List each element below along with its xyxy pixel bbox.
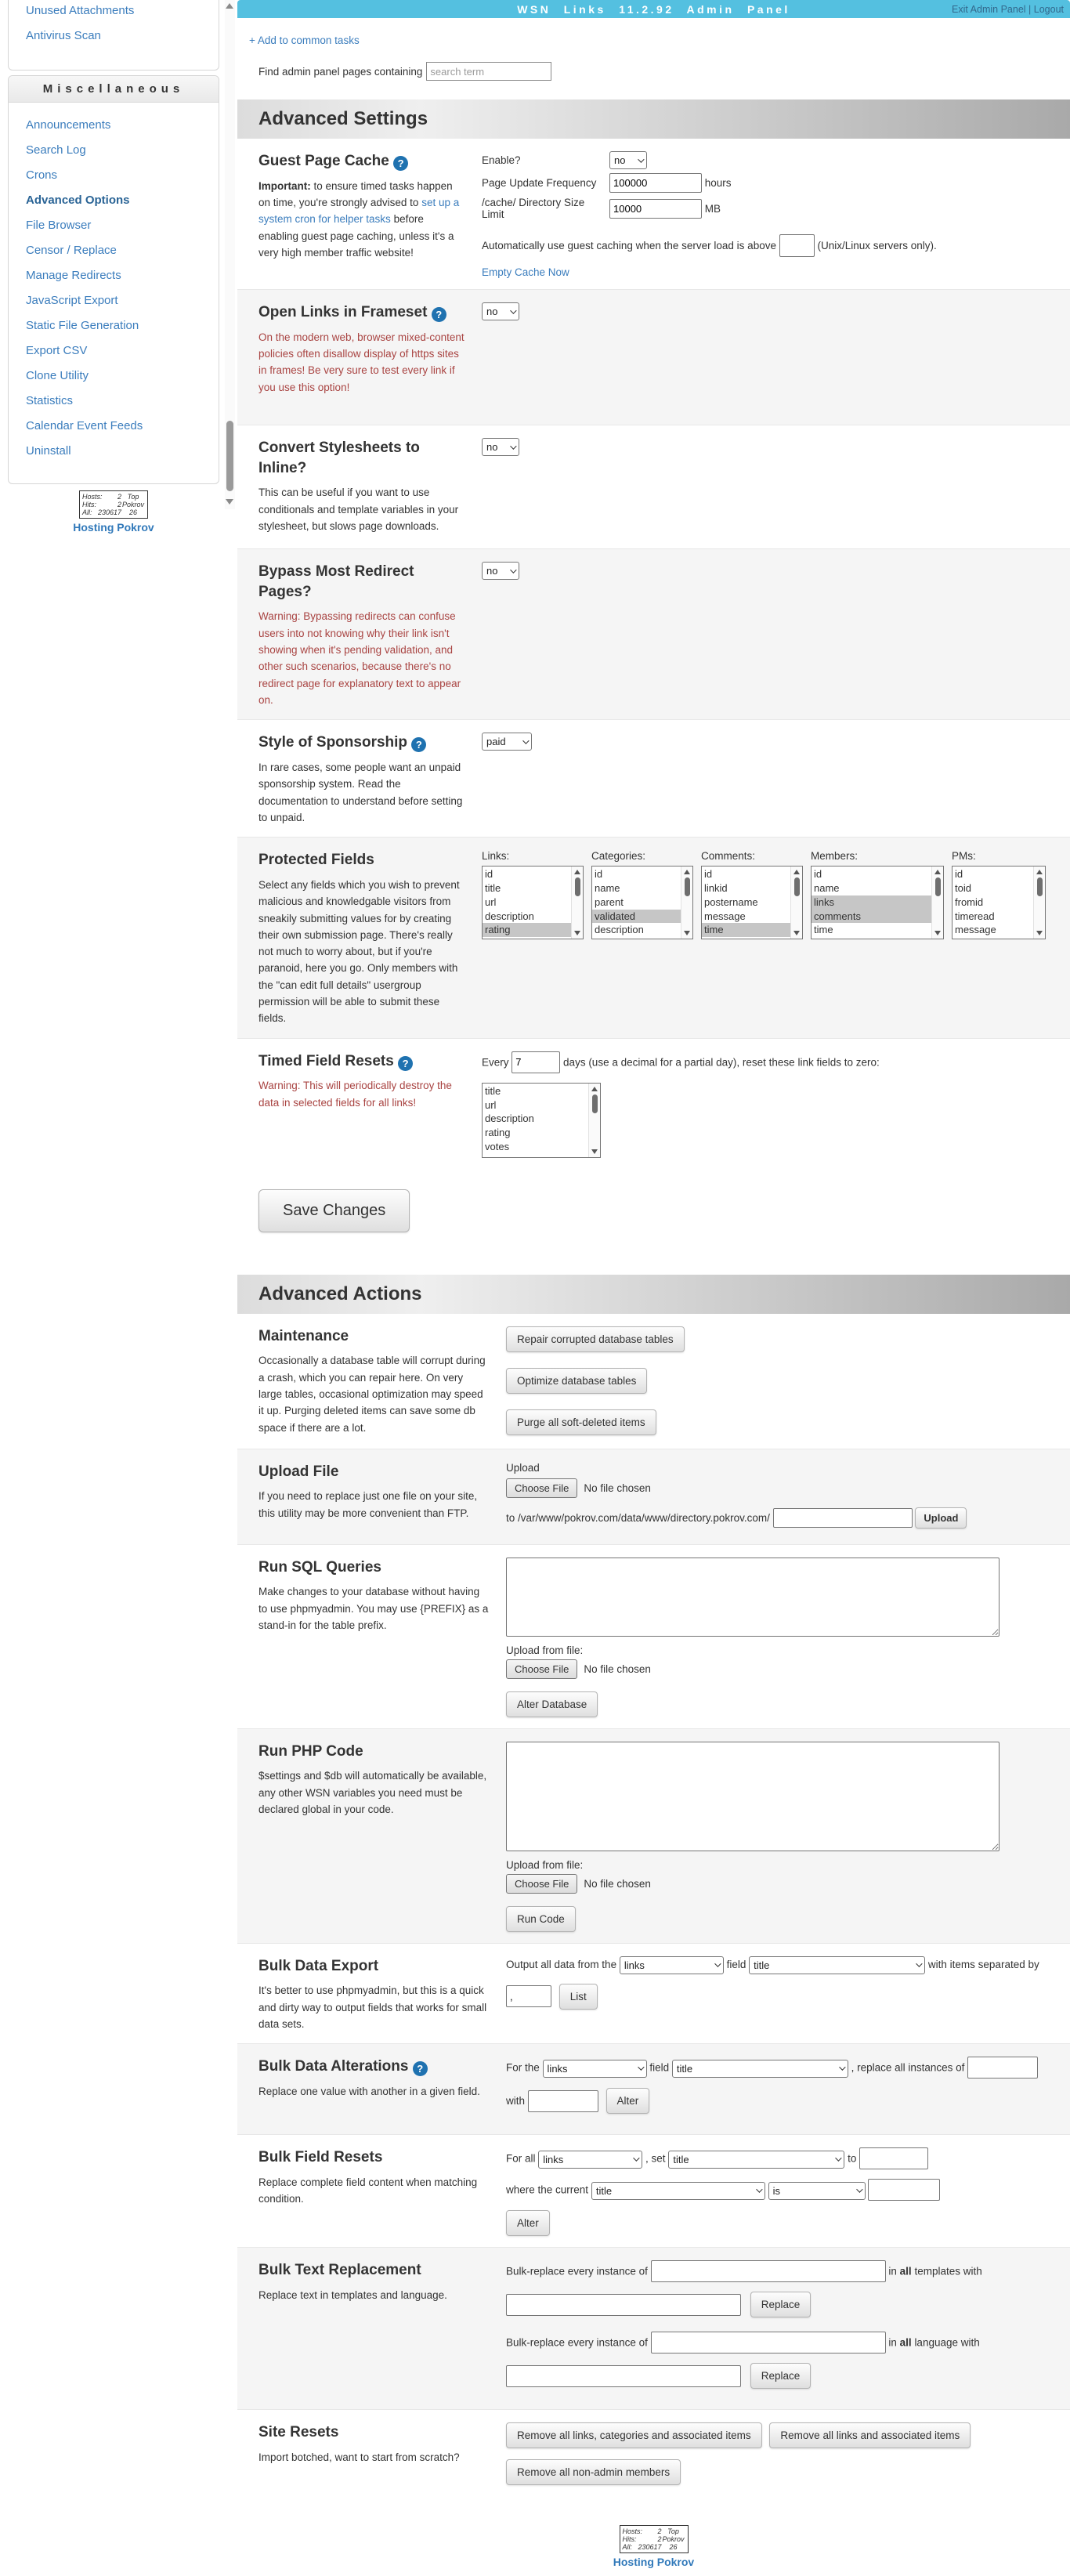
sidebar-item-calendar-event-feeds[interactable]: Calendar Event Feeds — [26, 419, 143, 432]
run-code-button[interactable]: Run Code — [506, 1906, 576, 1932]
scroll-up-icon[interactable] — [684, 870, 690, 874]
run-php-description: $settings and $db will automatically be available, any other WSN variables you need must be declared global in your code. — [258, 1770, 487, 1816]
upload-destination-label: to /var/www/pokrov.com/data/www/directory.pokrov.com/ — [506, 1511, 770, 1524]
maintenance-description: Occasionally a database table will corrupt during a crash, which you can repair here. On very large tables, occasional optimization may speed it up. Purging deleted items can save some db space if there are a lot. — [258, 1355, 486, 1434]
sidebar-item-statistics[interactable]: Statistics — [26, 394, 74, 407]
scrollbar-thumb[interactable] — [685, 877, 690, 896]
sidebar-panel-top — [8, 0, 219, 71]
scroll-down-icon[interactable] — [574, 931, 580, 935]
enable-label: Enable? — [482, 154, 521, 166]
counter-top-label: Top — [127, 493, 139, 501]
remove-members-button[interactable]: Remove all non-admin members — [506, 2459, 681, 2485]
scroll-down-icon[interactable] — [934, 931, 941, 935]
auto-caching-label: Automatically use guest caching when the server load is above — [482, 240, 776, 251]
admin-panel-title: WSN Links 11.2.92 Admin Panel — [517, 2, 790, 16]
admin-header-bar — [237, 0, 1070, 18]
optimize-tables-button[interactable]: Optimize database tables — [506, 1368, 647, 1394]
scroll-down-icon[interactable] — [793, 931, 800, 935]
bypass-redirects-select[interactable]: no — [482, 562, 519, 580]
choose-file-button[interactable]: Choose File — [506, 1659, 577, 1679]
remove-links-button[interactable]: Remove all links and associated items — [769, 2422, 971, 2448]
pms-list-label: PMs: — [952, 850, 976, 863]
alterations-text-4: with — [506, 2095, 526, 2107]
protected-categories-list — [591, 850, 693, 939]
sidebar-item-announcements[interactable]: Announcements — [26, 118, 111, 132]
choose-file-button[interactable]: Choose File — [506, 1478, 577, 1498]
bulk-data-export-title: Bulk Data Export — [258, 1957, 379, 1974]
timed-reset-fields-listbox[interactable]: title url description rating votes — [482, 1083, 601, 1158]
counter-top-label: Top — [667, 2527, 679, 2536]
setting-row-timed-field-resets — [237, 1038, 1070, 1169]
bulk-text-replacement-description: Replace text in templates and language. — [258, 2289, 447, 2302]
alter-database-button[interactable]: Alter Database — [506, 1691, 598, 1717]
counter-hosts-value: 2 — [657, 2527, 662, 2536]
counter-hits-value: 2 — [657, 2535, 662, 2544]
scroll-down-icon[interactable] — [226, 499, 233, 505]
hit-counter-badge[interactable] — [620, 2525, 689, 2553]
cache-size-limit-label: /cache/ Directory Size Limit — [482, 197, 585, 220]
site-resets-title: Site Resets — [258, 2424, 339, 2441]
in-label: in — [888, 2336, 897, 2349]
footer — [237, 2505, 1070, 2576]
scroll-up-icon[interactable] — [591, 1087, 598, 1091]
protected-fields-description: Select any fields which you wish to prevent malicious and knowledgable visitors from sneakily submitting values for by creating their own submission page. There's really not much to worry about, but if you're paranoid, here you go. Only members with the "can edit full details" usergroup permission will be able to submit these fields. — [258, 878, 460, 1025]
export-field-select[interactable]: title — [749, 1956, 925, 1974]
chevron-down-icon — [522, 737, 529, 743]
no-file-chosen-label: No file chosen — [584, 1662, 651, 1675]
field-resets-field-select[interactable]: title — [668, 2151, 844, 2169]
sidebar-item-crons[interactable]: Crons — [26, 168, 58, 182]
scrollbar-thumb[interactable] — [592, 1094, 598, 1113]
chevron-down-icon — [916, 1961, 922, 1967]
setting-row-open-links-frameset — [237, 289, 1070, 425]
action-row-bulk-data-alterations — [237, 2043, 1070, 2134]
advanced-settings-heading: Advanced Settings — [237, 99, 1070, 139]
protected-comments-list — [701, 850, 803, 939]
chevron-down-icon — [633, 2155, 639, 2162]
add-to-common-tasks-link[interactable]: + Add to common tasks — [249, 34, 360, 46]
protected-links-list — [482, 850, 584, 939]
members-list-label: Members: — [811, 850, 859, 863]
scrollbar-thumb[interactable] — [935, 877, 941, 896]
frameset-title: Open Links in Frameset — [258, 304, 428, 320]
help-icon[interactable]: ? — [432, 307, 446, 322]
alter-button[interactable]: Alter — [606, 2088, 650, 2114]
action-row-bulk-text-replacement — [237, 2247, 1070, 2409]
chevron-down-icon — [510, 566, 516, 573]
sidebar-panel-miscellaneous — [8, 75, 219, 484]
counter-hits-value: 2 — [117, 501, 121, 508]
chevron-down-icon — [839, 2064, 845, 2071]
chevron-down-icon — [510, 443, 516, 449]
bypass-redirects-title: Bypass Most Redirect Pages? — [258, 563, 414, 600]
scrollbar-thumb[interactable] — [226, 421, 233, 491]
admin-search-input[interactable] — [426, 62, 551, 81]
bulk-field-resets-description: Replace complete field content when matching condition. — [258, 2176, 478, 2205]
help-icon[interactable]: ? — [398, 1056, 413, 1071]
empty-cache-now-link[interactable]: Empty Cache Now — [482, 266, 569, 278]
setting-row-sponsorship-style — [237, 719, 1070, 837]
all-bold-label: all — [899, 2265, 912, 2278]
action-row-bulk-data-export — [237, 1943, 1070, 2044]
enable-select[interactable]: no — [609, 151, 647, 169]
protected-pms-list — [952, 850, 1046, 939]
language-with-label: language with — [914, 2336, 980, 2349]
counter-pokrov-label: Pokrov — [662, 2535, 685, 2544]
chevron-down-icon — [638, 2064, 644, 2071]
list-button[interactable]: List — [559, 1984, 598, 2010]
listbox-scrollbar[interactable] — [931, 867, 943, 939]
field-resets-text-3: to — [848, 2152, 857, 2165]
bulk-data-export-description: It's better to use phpmyadmin, but this is a quick and dirty way to output fields that works for small data sets. — [258, 1984, 487, 2031]
counter-all-label: All: — [622, 2543, 633, 2552]
scrollbar-thumb[interactable] — [794, 877, 800, 896]
bypass-redirects-warning: Warning: Bypassing redirects can confuse users into not knowing why their link isn't showing when it's pending validation, and other such scenarios, because there's no redirect page for explanatory text to appear on. — [258, 610, 461, 706]
chevron-down-icon — [714, 1961, 721, 1967]
upload-button[interactable]: Upload — [915, 1507, 967, 1529]
cache-size-limit-input[interactable] — [609, 199, 702, 219]
bulk-field-resets-title: Bulk Field Resets — [258, 2149, 383, 2166]
sidebar-item-unused-attachments[interactable]: Unused Attachments — [26, 4, 135, 17]
reset-days-suffix-label: days (use a decimal for a partial day), reset these link fields to zero: — [563, 1056, 880, 1069]
export-table-select[interactable]: links — [620, 1956, 724, 1974]
frameset-warning: On the modern web, browser mixed-content policies often disallow display of https sites in frames! Be very sure to test every link if you use this option! — [258, 331, 465, 393]
counter-all-label: All: — [82, 508, 92, 516]
replace-button[interactable]: Replace — [750, 2363, 812, 2389]
logout-link[interactable]: Logout — [1033, 3, 1064, 15]
convert-stylesheets-title: Convert Stylesheets to Inline? — [258, 440, 420, 476]
field-resets-to-input[interactable] — [859, 2147, 928, 2169]
counter-num-label: 26 — [669, 2543, 678, 2552]
action-row-site-resets — [237, 2409, 1070, 2505]
frameset-select[interactable]: no — [482, 302, 519, 320]
sidebar-item-manage-redirects[interactable]: Manage Redirects — [26, 269, 121, 282]
repair-tables-button[interactable]: Repair corrupted database tables — [506, 1326, 685, 1352]
alterations-text-3: , replace all instances of — [851, 2061, 965, 2074]
counter-hits-label: Hits: — [622, 2535, 637, 2544]
alterations-text-1: For the — [506, 2061, 540, 2074]
field-resets-text-2: , set — [645, 2152, 666, 2165]
site-resets-description: Import botched, want to start from scratch? — [258, 2451, 460, 2464]
unix-only-label: (Unix/Linux servers only). — [817, 240, 937, 251]
upload-from-file-label: Upload from file: — [506, 1858, 584, 1871]
protected-members-list — [811, 850, 944, 939]
listbox-scrollbar[interactable] — [1033, 867, 1045, 939]
exit-admin-panel-link[interactable]: Exit Admin Panel — [952, 3, 1026, 15]
maintenance-title: Maintenance — [258, 1327, 349, 1344]
sidebar-item-export-csv[interactable]: Export CSV — [26, 344, 88, 357]
chevron-down-icon — [510, 307, 516, 313]
php-code-textarea[interactable] — [506, 1742, 1000, 1851]
field-resets-match-input[interactable] — [868, 2179, 940, 2201]
scroll-up-icon[interactable] — [574, 870, 580, 874]
sidebar-item-censor-replace[interactable]: Censor / Replace — [26, 244, 117, 257]
counter-pokrov-label: Pokrov — [121, 501, 144, 508]
chevron-down-icon — [835, 2155, 841, 2162]
sidebar-item-file-browser[interactable]: File Browser — [26, 219, 92, 232]
listbox-scrollbar[interactable] — [571, 867, 583, 939]
choose-file-button[interactable]: Choose File — [506, 1874, 577, 1894]
hosting-pokrov-link[interactable]: Hosting Pokrov — [613, 2556, 695, 2569]
upload-filename-input[interactable] — [773, 1508, 913, 1528]
field-resets-text-1: For all — [506, 2152, 536, 2165]
sidebar-item-static-file-generation[interactable]: Static File Generation — [26, 319, 139, 332]
advanced-actions-heading: Advanced Actions — [237, 1275, 1070, 1314]
action-row-run-php — [237, 1728, 1070, 1943]
bulk-data-alterations-title: Bulk Data Alterations — [258, 2058, 409, 2075]
hours-unit-label: hours — [704, 177, 732, 189]
cron-helper-tasks-link[interactable]: set up a system cron for helper tasks — [258, 196, 460, 226]
timed-field-resets-title: Timed Field Resets — [258, 1052, 394, 1069]
page-update-frequency-label: Page Update Frequency — [482, 177, 597, 189]
alterations-replace-input[interactable] — [528, 2090, 598, 2112]
language-replace-label: Bulk-replace every instance of — [506, 2336, 648, 2349]
alter-button[interactable]: Alter — [506, 2210, 550, 2236]
members-listbox[interactable]: id name links comments time — [811, 866, 944, 939]
header-link-separator: | — [1028, 3, 1032, 15]
run-sql-description: Make changes to your database without having to use phpmyadmin. You may use {PREFIX} as a stand-in for the table prefix. — [258, 1586, 489, 1632]
sponsorship-description: In rare cases, some people want an unpaid sponsorship system. Read the documentation to understand before setting to unpaid. — [258, 761, 463, 823]
alterations-find-input[interactable] — [967, 2057, 1038, 2079]
counter-hosts-label: Hosts: — [622, 2527, 643, 2536]
alterations-field-select[interactable]: title — [672, 2060, 848, 2078]
no-file-chosen-label: No file chosen — [584, 1482, 651, 1494]
upload-from-file-label: Upload from file: — [506, 1644, 584, 1656]
pms-listbox[interactable]: id toid fromid timeread message — [952, 866, 1046, 939]
sponsorship-select[interactable]: paid — [482, 733, 532, 751]
counter-hits-label: Hits: — [82, 501, 96, 508]
language-find-input[interactable] — [651, 2332, 886, 2353]
convert-stylesheets-select[interactable]: no — [482, 438, 519, 456]
run-php-title: Run PHP Code — [258, 1742, 363, 1760]
templates-replace-input[interactable] — [506, 2294, 741, 2316]
scrollbar-thumb[interactable] — [1037, 877, 1043, 896]
scroll-up-icon[interactable] — [226, 3, 233, 9]
action-row-run-sql — [237, 1544, 1070, 1728]
export-text-1: Output all data from the — [506, 1958, 617, 1970]
chevron-down-icon — [756, 2187, 762, 2193]
field-resets-text-4: where the current — [506, 2183, 589, 2196]
field-resets-current-select[interactable]: title — [591, 2182, 765, 2200]
sidebar-item-advanced-options[interactable]: Advanced Options — [26, 194, 130, 207]
comments-listbox[interactable]: id linkid postername message time — [701, 866, 803, 939]
setting-row-protected-fields — [237, 837, 1070, 1038]
save-changes-button[interactable]: Save Changes — [258, 1189, 410, 1232]
upload-file-description: If you need to replace just one file on your site, this utility may be more convenient than FTP. — [258, 1490, 478, 1519]
sql-query-textarea[interactable] — [506, 1558, 1000, 1637]
counter-all-value: 230617 — [97, 508, 121, 516]
mb-unit-label: MB — [704, 202, 721, 215]
timed-field-resets-warning: Warning: This will periodically destroy the data in selected fields for all links! — [258, 1080, 452, 1109]
scroll-down-icon[interactable] — [684, 931, 690, 935]
help-icon[interactable]: ? — [413, 2061, 428, 2076]
convert-stylesheets-description: This can be useful if you want to use conditionals and template variables in your stylesheet, but slows page downloads. — [258, 487, 459, 532]
sidebar-section-title: Miscellaneous — [9, 76, 219, 103]
action-row-bulk-field-resets — [237, 2134, 1070, 2247]
server-load-threshold-input[interactable] — [779, 234, 815, 257]
field-resets-operator-select[interactable]: is — [768, 2182, 866, 2200]
counter-hosts-value: 2 — [117, 493, 121, 501]
upload-label: Upload — [506, 1461, 540, 1474]
main-content — [237, 0, 1070, 2576]
links-listbox[interactable]: id title url description rating — [482, 866, 584, 939]
separator-input[interactable] — [506, 1985, 551, 2007]
help-icon[interactable]: ? — [393, 156, 408, 171]
remove-links-categories-button[interactable]: Remove all links, categories and associated items — [506, 2422, 762, 2448]
chevron-down-icon — [638, 156, 644, 162]
scroll-down-icon[interactable] — [591, 1149, 598, 1154]
templates-replace-label: Bulk-replace every instance of — [506, 2265, 648, 2278]
guest-page-cache-title: Guest Page Cache — [258, 153, 389, 169]
no-file-chosen-label: No file chosen — [584, 1877, 651, 1890]
scroll-up-icon[interactable] — [934, 870, 941, 874]
counter-hosts-label: Hosts: — [82, 493, 103, 501]
sidebar — [8, 0, 219, 534]
export-text-2: field — [726, 1958, 746, 1970]
upload-file-title: Upload File — [258, 1463, 339, 1480]
sidebar-item-javascript-export[interactable]: JavaScript Export — [26, 294, 118, 307]
all-bold-label: all — [899, 2336, 912, 2349]
scroll-up-icon[interactable] — [793, 870, 800, 874]
guest-page-cache-description: Important: to ensure timed tasks happen on time, you're strongly advised to set up a system cron for helper tasks before enabling guest page caching, unless it's a very high member traffic website! — [258, 179, 460, 259]
sidebar-item-search-log[interactable]: Search Log — [26, 143, 86, 157]
templates-with-label: templates with — [914, 2265, 982, 2278]
reset-days-input[interactable] — [512, 1051, 560, 1073]
field-resets-table-select[interactable]: links — [538, 2151, 642, 2169]
export-text-3: with items separated by — [927, 1958, 1039, 1970]
sidebar-item-antivirus-scan[interactable]: Antivirus Scan — [26, 29, 101, 42]
sidebar-item-clone-utility[interactable]: Clone Utility — [26, 369, 89, 382]
alterations-text-2: field — [649, 2061, 670, 2074]
chevron-down-icon — [856, 2187, 862, 2193]
templates-find-input[interactable] — [651, 2260, 886, 2282]
purge-deleted-button[interactable]: Purge all soft-deleted items — [506, 1409, 656, 1435]
categories-listbox[interactable]: id name parent validated description — [591, 866, 693, 939]
comments-list-label: Comments: — [701, 850, 756, 863]
sidebar-item-uninstall[interactable]: Uninstall — [26, 444, 71, 458]
listbox-scrollbar[interactable] — [790, 867, 802, 939]
listbox-scrollbar[interactable] — [588, 1084, 600, 1157]
replace-button[interactable]: Replace — [750, 2292, 812, 2317]
setting-row-bypass-redirects — [237, 548, 1070, 719]
action-row-maintenance — [237, 1314, 1070, 1449]
help-icon[interactable]: ? — [411, 737, 426, 752]
protected-fields-title: Protected Fields — [258, 852, 374, 869]
counter-num-label: 26 — [128, 508, 137, 516]
find-pages-label: Find admin panel pages containing — [258, 65, 423, 78]
setting-row-convert-stylesheets — [237, 425, 1070, 548]
sponsorship-title: Style of Sponsorship — [258, 734, 408, 751]
counter-all-value: 230617 — [638, 2543, 662, 2552]
bulk-data-alterations-description: Replace one value with another in a given field. — [258, 2086, 480, 2098]
scrollbar-thumb[interactable] — [575, 877, 580, 896]
run-sql-title: Run SQL Queries — [258, 1558, 381, 1576]
scroll-up-icon[interactable] — [1036, 870, 1043, 874]
sidebar-scrollbar[interactable] — [225, 0, 235, 509]
setting-row-guest-page-cache — [237, 139, 1070, 289]
scroll-down-icon[interactable] — [1036, 931, 1043, 935]
every-label: Every — [482, 1056, 509, 1069]
bulk-text-replacement-title: Bulk Text Replacement — [258, 2262, 421, 2279]
language-replace-input[interactable] — [506, 2365, 741, 2387]
action-row-upload-file — [237, 1449, 1070, 1544]
hit-counter-badge[interactable] — [79, 490, 148, 519]
links-list-label: Links: — [482, 850, 510, 863]
hosting-pokrov-link[interactable]: Hosting Pokrov — [73, 521, 154, 534]
page-update-frequency-input[interactable] — [609, 173, 702, 193]
categories-list-label: Categories: — [591, 850, 646, 863]
alterations-table-select[interactable]: links — [543, 2060, 647, 2078]
listbox-scrollbar[interactable] — [681, 867, 692, 939]
in-label: in — [888, 2265, 897, 2278]
